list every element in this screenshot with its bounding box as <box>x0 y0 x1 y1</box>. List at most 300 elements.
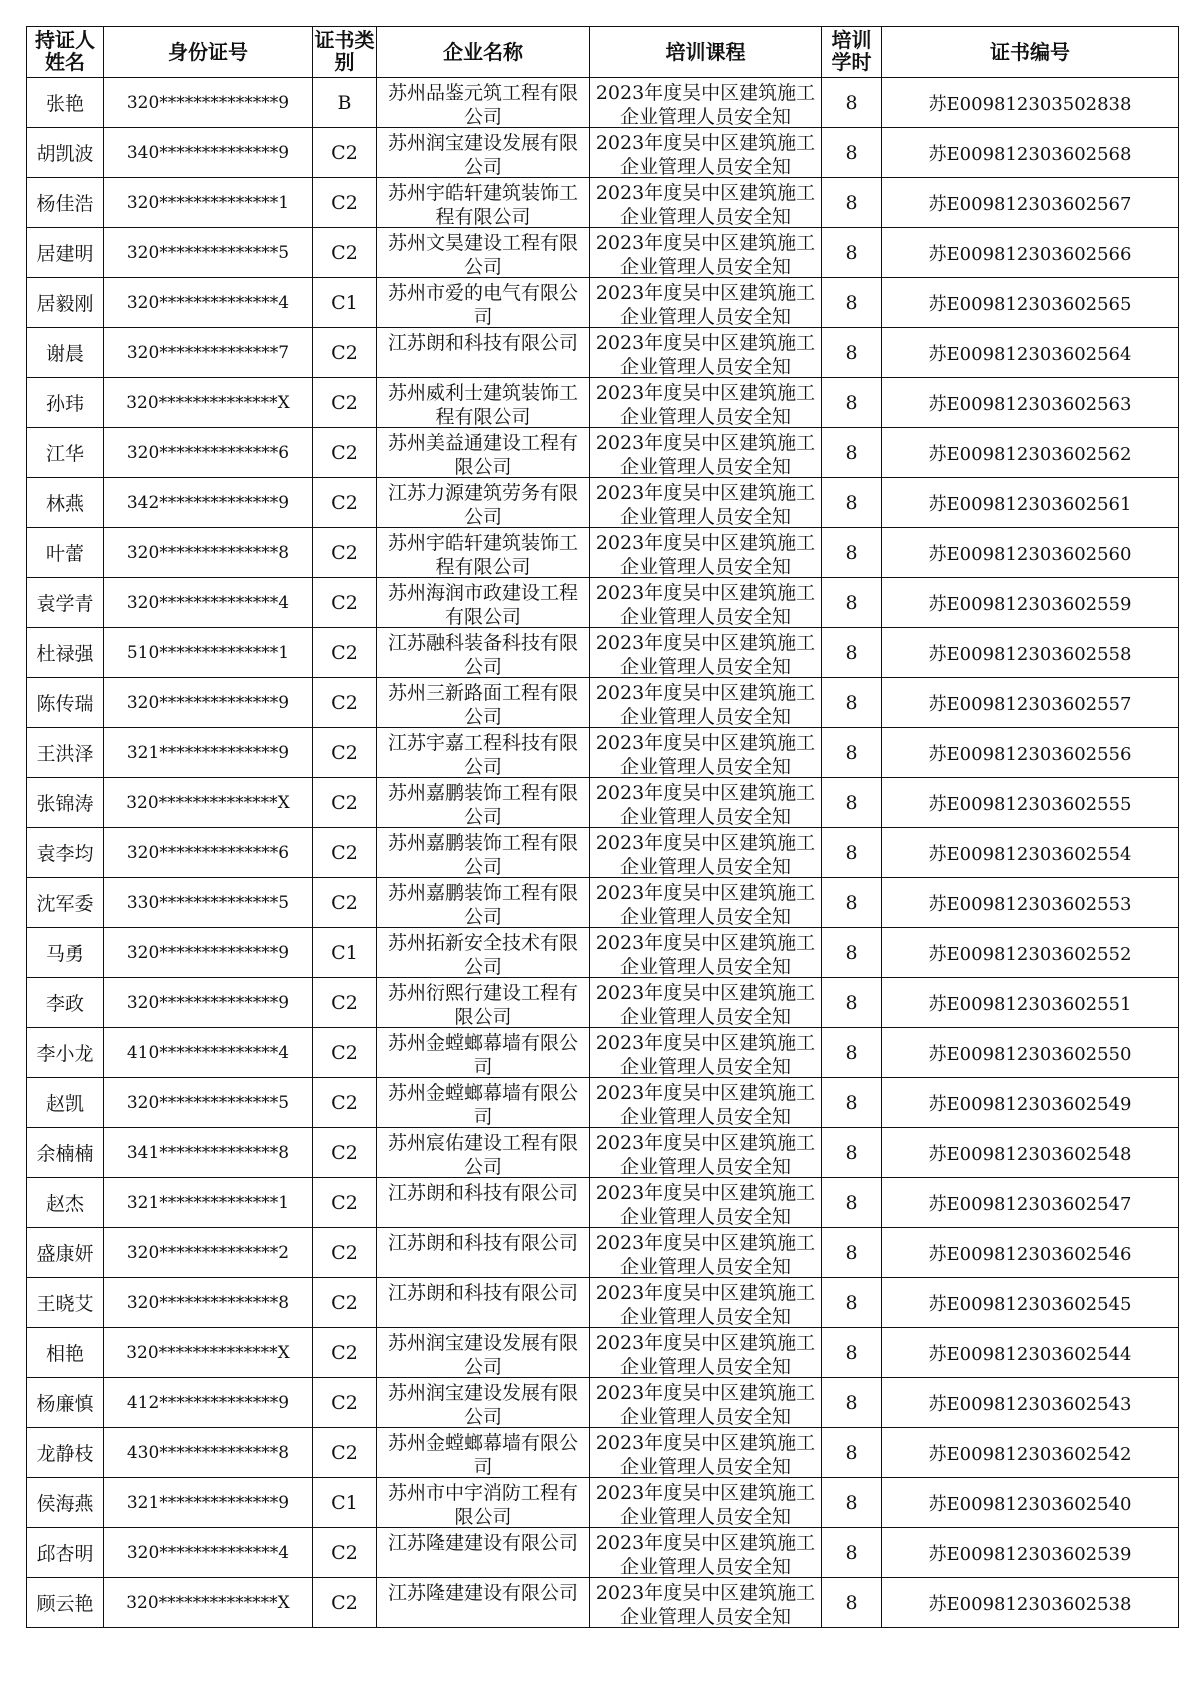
holder-name-cell: 赵凯 <box>27 1078 104 1128</box>
id-number-cell: 320**************4 <box>104 578 313 628</box>
training-hours-cell: 8 <box>822 1578 882 1628</box>
table-row <box>27 1228 1179 1278</box>
training-hours-cell: 8 <box>822 1228 882 1278</box>
company-name-cell-text: 江苏朗和科技有限公司 <box>387 332 578 354</box>
company-name-cell <box>377 378 590 428</box>
id-number-cell: 320**************7 <box>104 328 313 378</box>
training-hours-cell: 8 <box>822 478 882 528</box>
company-name-cell-text: 江苏隆建建设有限公司 <box>387 1532 578 1554</box>
table-row <box>27 928 1179 978</box>
company-name-cell-text: 苏州金螳螂幕墙有限公司 <box>387 1432 578 1476</box>
company-name-cell <box>377 428 590 478</box>
company-name-cell <box>377 328 590 378</box>
holder-name-cell: 余楠楠 <box>27 1128 104 1178</box>
holder-name-cell: 陈传瑞 <box>27 678 104 728</box>
holder-name-cell: 袁李均 <box>27 828 104 878</box>
id-number-cell: 320**************6 <box>104 428 313 478</box>
table-row <box>27 578 1179 628</box>
training-hours-cell: 8 <box>822 1278 882 1328</box>
training-course-cell <box>590 528 822 578</box>
company-name-cell <box>377 1328 590 1378</box>
cert-type-cell: C2 <box>313 328 377 378</box>
training-hours-cell: 8 <box>822 878 882 928</box>
training-course-cell <box>590 1078 822 1128</box>
company-name-cell <box>377 978 590 1028</box>
company-name-cell <box>377 1378 590 1428</box>
cert-number-cell: 苏E009812303602561 <box>882 478 1179 528</box>
header-cert-number: 证书编号 <box>882 27 1179 78</box>
company-name-cell <box>377 628 590 678</box>
cert-type-cell: C2 <box>313 1028 377 1078</box>
cert-number-cell: 苏E009812303602540 <box>882 1478 1179 1528</box>
cert-type-cell: C2 <box>313 1578 377 1628</box>
table-row <box>27 878 1179 928</box>
training-course-cell-text: 2023年度吴中区建筑施工企业管理人员安全知 <box>595 132 816 176</box>
training-course-cell-text: 2023年度吴中区建筑施工企业管理人员安全知 <box>595 982 816 1026</box>
company-name-cell <box>377 128 590 178</box>
training-course-cell-text: 2023年度吴中区建筑施工企业管理人员安全知 <box>595 632 816 676</box>
company-name-cell-text: 苏州市中宇消防工程有限公司 <box>387 1482 578 1526</box>
holder-name-cell: 王洪泽 <box>27 728 104 778</box>
training-hours-cell: 8 <box>822 578 882 628</box>
cert-number-cell: 苏E009812303602552 <box>882 928 1179 978</box>
table-row <box>27 1578 1179 1628</box>
table-row <box>27 1278 1179 1328</box>
training-course-cell <box>590 1528 822 1578</box>
id-number-cell: 320**************X <box>104 778 313 828</box>
table-row <box>27 378 1179 428</box>
cert-number-cell: 苏E009812303602547 <box>882 1178 1179 1228</box>
company-name-cell-text: 江苏融科装备科技有限公司 <box>387 632 578 676</box>
cert-number-cell: 苏E009812303602554 <box>882 828 1179 878</box>
id-number-cell: 321**************9 <box>104 728 313 778</box>
company-name-cell <box>377 1028 590 1078</box>
id-number-cell: 320**************6 <box>104 828 313 878</box>
cert-number-cell: 苏E009812303602556 <box>882 728 1179 778</box>
company-name-cell <box>377 478 590 528</box>
training-hours-cell: 8 <box>822 1078 882 1128</box>
training-course-cell-text: 2023年度吴中区建筑施工企业管理人员安全知 <box>595 1532 816 1576</box>
company-name-cell <box>377 528 590 578</box>
holder-name-cell: 盛康妍 <box>27 1228 104 1278</box>
training-course-cell-text: 2023年度吴中区建筑施工企业管理人员安全知 <box>595 1482 816 1526</box>
table-row <box>27 1378 1179 1428</box>
cert-number-cell: 苏E009812303602539 <box>882 1528 1179 1578</box>
holder-name-cell: 林燕 <box>27 478 104 528</box>
cert-number-cell: 苏E009812303602542 <box>882 1428 1179 1478</box>
training-course-cell <box>590 128 822 178</box>
company-name-cell-text: 江苏宇嘉工程科技有限公司 <box>387 732 578 776</box>
id-number-cell: 320**************8 <box>104 1278 313 1328</box>
training-hours-cell: 8 <box>822 1328 882 1378</box>
id-number-cell: 320**************X <box>104 378 313 428</box>
company-name-cell-text: 苏州三新路面工程有限公司 <box>387 682 578 726</box>
holder-name-cell: 孙玮 <box>27 378 104 428</box>
cert-type-cell: C2 <box>313 828 377 878</box>
cert-number-cell: 苏E009812303602548 <box>882 1128 1179 1178</box>
holder-name-cell: 龙静枝 <box>27 1428 104 1478</box>
id-number-cell: 320**************9 <box>104 678 313 728</box>
training-hours-cell: 8 <box>822 378 882 428</box>
cert-number-cell: 苏E009812303602560 <box>882 528 1179 578</box>
id-number-cell: 342**************9 <box>104 478 313 528</box>
training-hours-cell: 8 <box>822 1178 882 1228</box>
training-course-cell <box>590 928 822 978</box>
table-row <box>27 728 1179 778</box>
id-number-cell: 430**************8 <box>104 1428 313 1478</box>
training-course-cell <box>590 1278 822 1328</box>
id-number-cell: 320**************X <box>104 1578 313 1628</box>
id-number-cell: 340**************9 <box>104 128 313 178</box>
training-course-cell-text: 2023年度吴中区建筑施工企业管理人员安全知 <box>595 1182 816 1226</box>
cert-type-cell: C2 <box>313 1278 377 1328</box>
id-number-cell: 320**************X <box>104 1328 313 1378</box>
cert-type-cell: C2 <box>313 1378 377 1428</box>
company-name-cell-text: 苏州嘉鹏装饰工程有限公司 <box>387 882 578 926</box>
cert-number-cell: 苏E009812303502838 <box>882 78 1179 128</box>
id-number-cell: 320**************8 <box>104 528 313 578</box>
cert-number-cell: 苏E009812303602546 <box>882 1228 1179 1278</box>
cert-type-cell: C2 <box>313 978 377 1028</box>
company-name-cell-text: 苏州拓新安全技术有限公司 <box>387 932 578 976</box>
training-course-cell-text: 2023年度吴中区建筑施工企业管理人员安全知 <box>595 1232 816 1276</box>
training-hours-cell: 8 <box>822 778 882 828</box>
table-row <box>27 1328 1179 1378</box>
cert-type-cell: C2 <box>313 428 377 478</box>
cert-type-cell: C2 <box>313 1228 377 1278</box>
company-name-cell <box>377 878 590 928</box>
cert-number-cell: 苏E009812303602558 <box>882 628 1179 678</box>
training-hours-cell: 8 <box>822 1528 882 1578</box>
company-name-cell <box>377 78 590 128</box>
company-name-cell <box>377 1078 590 1128</box>
cert-type-cell: C2 <box>313 778 377 828</box>
holder-name-cell: 居毅刚 <box>27 278 104 328</box>
cert-type-cell: C2 <box>313 478 377 528</box>
training-hours-cell: 8 <box>822 528 882 578</box>
cert-number-cell: 苏E009812303602563 <box>882 378 1179 428</box>
training-hours-cell: 8 <box>822 1478 882 1528</box>
holder-name-cell: 李小龙 <box>27 1028 104 1078</box>
training-course-cell <box>590 1478 822 1528</box>
cert-type-cell: C2 <box>313 1428 377 1478</box>
company-name-cell-text: 江苏朗和科技有限公司 <box>387 1282 578 1304</box>
company-name-cell <box>377 678 590 728</box>
cert-type-cell: C2 <box>313 878 377 928</box>
company-name-cell-text: 苏州嘉鹏装饰工程有限公司 <box>387 782 578 826</box>
company-name-cell <box>377 178 590 228</box>
company-name-cell-text: 苏州润宝建设发展有限公司 <box>387 1382 578 1426</box>
training-course-cell-text: 2023年度吴中区建筑施工企业管理人员安全知 <box>595 382 816 426</box>
id-number-cell: 320**************4 <box>104 1528 313 1578</box>
training-course-cell-text: 2023年度吴中区建筑施工企业管理人员安全知 <box>595 682 816 726</box>
company-name-cell-text: 江苏隆建建设有限公司 <box>387 1582 578 1604</box>
training-course-cell <box>590 678 822 728</box>
header-row <box>27 27 1179 78</box>
training-course-cell <box>590 78 822 128</box>
company-name-cell <box>377 928 590 978</box>
company-name-cell-text: 江苏朗和科技有限公司 <box>387 1232 578 1254</box>
training-hours-cell: 8 <box>822 278 882 328</box>
training-hours-cell: 8 <box>822 628 882 678</box>
cert-number-cell: 苏E009812303602543 <box>882 1378 1179 1428</box>
id-number-cell: 320**************1 <box>104 178 313 228</box>
training-course-cell <box>590 328 822 378</box>
company-name-cell-text: 苏州美益通建设工程有限公司 <box>387 432 578 476</box>
training-hours-cell: 8 <box>822 128 882 178</box>
company-name-cell <box>377 1578 590 1628</box>
training-course-cell-text: 2023年度吴中区建筑施工企业管理人员安全知 <box>595 1032 816 1076</box>
training-course-cell <box>590 178 822 228</box>
company-name-cell <box>377 578 590 628</box>
table-row <box>27 328 1179 378</box>
cert-type-cell: C2 <box>313 678 377 728</box>
training-hours-cell: 8 <box>822 978 882 1028</box>
holder-name-cell: 张锦涛 <box>27 778 104 828</box>
company-name-cell-text: 苏州宇皓轩建筑装饰工程有限公司 <box>387 532 578 576</box>
training-hours-cell: 8 <box>822 428 882 478</box>
cert-number-cell: 苏E009812303602564 <box>882 328 1179 378</box>
holder-name-cell: 王晓艾 <box>27 1278 104 1328</box>
training-course-cell-text: 2023年度吴中区建筑施工企业管理人员安全知 <box>595 782 816 826</box>
cert-number-cell: 苏E009812303602550 <box>882 1028 1179 1078</box>
company-name-cell <box>377 1478 590 1528</box>
training-course-cell <box>590 628 822 678</box>
table-row <box>27 428 1179 478</box>
company-name-cell <box>377 1428 590 1478</box>
training-hours-cell: 8 <box>822 1428 882 1478</box>
cert-number-cell: 苏E009812303602549 <box>882 1078 1179 1128</box>
training-course-cell <box>590 878 822 928</box>
table-row <box>27 678 1179 728</box>
company-name-cell-text: 苏州宸佑建设工程有限公司 <box>387 1132 578 1176</box>
holder-name-cell: 相艳 <box>27 1328 104 1378</box>
training-course-cell <box>590 228 822 278</box>
header-company-name: 企业名称 <box>377 27 590 78</box>
id-number-cell: 320**************5 <box>104 228 313 278</box>
training-hours-cell: 8 <box>822 328 882 378</box>
holder-name-cell: 谢晨 <box>27 328 104 378</box>
company-name-cell-text: 苏州金螳螂幕墙有限公司 <box>387 1032 578 1076</box>
company-name-cell-text: 苏州品鉴元筑工程有限公司 <box>387 82 578 126</box>
table-row <box>27 828 1179 878</box>
holder-name-cell: 叶蕾 <box>27 528 104 578</box>
company-name-cell-text: 苏州嘉鹏装饰工程有限公司 <box>387 832 578 876</box>
company-name-cell-text: 苏州金螳螂幕墙有限公司 <box>387 1082 578 1126</box>
training-course-cell <box>590 1378 822 1428</box>
training-course-cell-text: 2023年度吴中区建筑施工企业管理人员安全知 <box>595 1132 816 1176</box>
cert-type-cell: C2 <box>313 378 377 428</box>
training-course-cell <box>590 428 822 478</box>
training-hours-cell: 8 <box>822 678 882 728</box>
training-hours-cell: 8 <box>822 1378 882 1428</box>
table-row <box>27 528 1179 578</box>
training-course-cell <box>590 478 822 528</box>
table-row <box>27 478 1179 528</box>
training-course-cell-text: 2023年度吴中区建筑施工企业管理人员安全知 <box>595 282 816 326</box>
holder-name-cell: 马勇 <box>27 928 104 978</box>
training-course-cell-text: 2023年度吴中区建筑施工企业管理人员安全知 <box>595 532 816 576</box>
training-course-cell-text: 2023年度吴中区建筑施工企业管理人员安全知 <box>595 1432 816 1476</box>
training-course-cell-text: 2023年度吴中区建筑施工企业管理人员安全知 <box>595 182 816 226</box>
cert-number-cell: 苏E009812303602553 <box>882 878 1179 928</box>
training-course-cell-text: 2023年度吴中区建筑施工企业管理人员安全知 <box>595 732 816 776</box>
cert-type-cell: C2 <box>313 228 377 278</box>
training-course-cell <box>590 828 822 878</box>
id-number-cell: 321**************1 <box>104 1178 313 1228</box>
cert-type-cell: C2 <box>313 178 377 228</box>
cert-type-cell: B <box>313 78 377 128</box>
table-row <box>27 778 1179 828</box>
cert-number-cell: 苏E009812303602544 <box>882 1328 1179 1378</box>
cert-type-cell: C1 <box>313 1478 377 1528</box>
training-course-cell-text: 2023年度吴中区建筑施工企业管理人员安全知 <box>595 582 816 626</box>
holder-name-cell: 居建明 <box>27 228 104 278</box>
company-name-cell <box>377 828 590 878</box>
header-cert-type: 证书类别 <box>313 27 377 78</box>
cert-type-cell: C1 <box>313 278 377 328</box>
id-number-cell: 320**************9 <box>104 978 313 1028</box>
training-course-cell-text: 2023年度吴中区建筑施工企业管理人员安全知 <box>595 332 816 376</box>
holder-name-cell: 邱杏明 <box>27 1528 104 1578</box>
cert-type-cell: C2 <box>313 728 377 778</box>
cert-number-cell: 苏E009812303602557 <box>882 678 1179 728</box>
id-number-cell: 321**************9 <box>104 1478 313 1528</box>
training-course-cell-text: 2023年度吴中区建筑施工企业管理人员安全知 <box>595 932 816 976</box>
cert-number-cell: 苏E009812303602562 <box>882 428 1179 478</box>
cert-type-cell: C2 <box>313 1328 377 1378</box>
holder-name-cell: 顾云艳 <box>27 1578 104 1628</box>
company-name-cell <box>377 728 590 778</box>
cert-number-cell: 苏E009812303602551 <box>882 978 1179 1028</box>
cert-number-cell: 苏E009812303602565 <box>882 278 1179 328</box>
cert-number-cell: 苏E009812303602568 <box>882 128 1179 178</box>
company-name-cell-text: 苏州衍熙行建设工程有限公司 <box>387 982 578 1026</box>
training-course-cell <box>590 1028 822 1078</box>
cert-type-cell: C2 <box>313 528 377 578</box>
training-hours-cell: 8 <box>822 1128 882 1178</box>
company-name-cell <box>377 778 590 828</box>
table-row <box>27 228 1179 278</box>
holder-name-cell: 杨廉慎 <box>27 1378 104 1428</box>
table-row <box>27 178 1179 228</box>
cert-type-cell: C1 <box>313 928 377 978</box>
training-hours-cell: 8 <box>822 1028 882 1078</box>
table-row <box>27 128 1179 178</box>
table-row <box>27 278 1179 328</box>
table-row <box>27 1428 1179 1478</box>
header-holder-name: 持证人姓名 <box>27 27 104 78</box>
training-hours-cell: 8 <box>822 728 882 778</box>
training-course-cell-text: 2023年度吴中区建筑施工企业管理人员安全知 <box>595 832 816 876</box>
training-course-cell-text: 2023年度吴中区建筑施工企业管理人员安全知 <box>595 82 816 126</box>
holder-name-cell: 袁学青 <box>27 578 104 628</box>
training-course-cell <box>590 1128 822 1178</box>
company-name-cell <box>377 1128 590 1178</box>
training-course-cell <box>590 578 822 628</box>
training-course-cell <box>590 728 822 778</box>
training-hours-cell: 8 <box>822 828 882 878</box>
holder-name-cell: 江华 <box>27 428 104 478</box>
cert-type-cell: C2 <box>313 628 377 678</box>
company-name-cell-text: 苏州市爱的电气有限公司 <box>387 282 578 326</box>
id-number-cell: 320**************9 <box>104 928 313 978</box>
id-number-cell: 320**************5 <box>104 1078 313 1128</box>
training-course-cell-text: 2023年度吴中区建筑施工企业管理人员安全知 <box>595 1582 816 1626</box>
holder-name-cell: 胡凯波 <box>27 128 104 178</box>
id-number-cell: 320**************2 <box>104 1228 313 1278</box>
table-body <box>27 78 1179 1628</box>
table-row <box>27 1478 1179 1528</box>
header-training-hours: 培训学时 <box>822 27 882 78</box>
company-name-cell <box>377 1178 590 1228</box>
cert-number-cell: 苏E009812303602559 <box>882 578 1179 628</box>
company-name-cell-text: 苏州润宝建设发展有限公司 <box>387 1332 578 1376</box>
cert-type-cell: C2 <box>313 1128 377 1178</box>
company-name-cell <box>377 1278 590 1328</box>
table-row <box>27 1528 1179 1578</box>
id-number-cell: 320**************9 <box>104 78 313 128</box>
training-course-cell-text: 2023年度吴中区建筑施工企业管理人员安全知 <box>595 1282 816 1326</box>
holder-name-cell: 沈军委 <box>27 878 104 928</box>
id-number-cell: 320**************4 <box>104 278 313 328</box>
company-name-cell-text: 江苏力源建筑劳务有限公司 <box>387 482 578 526</box>
company-name-cell-text: 苏州润宝建设发展有限公司 <box>387 132 578 176</box>
training-course-cell <box>590 1228 822 1278</box>
training-course-cell <box>590 1428 822 1478</box>
training-course-cell <box>590 1578 822 1628</box>
table-row <box>27 1078 1179 1128</box>
training-course-cell-text: 2023年度吴中区建筑施工企业管理人员安全知 <box>595 432 816 476</box>
company-name-cell <box>377 1228 590 1278</box>
training-course-cell <box>590 378 822 428</box>
training-course-cell <box>590 1328 822 1378</box>
training-course-cell-text: 2023年度吴中区建筑施工企业管理人员安全知 <box>595 1082 816 1126</box>
table-row <box>27 628 1179 678</box>
training-course-cell <box>590 1178 822 1228</box>
training-hours-cell: 8 <box>822 178 882 228</box>
id-number-cell: 412**************9 <box>104 1378 313 1428</box>
training-hours-cell: 8 <box>822 78 882 128</box>
cert-number-cell: 苏E009812303602545 <box>882 1278 1179 1328</box>
table-row <box>27 1178 1179 1228</box>
id-number-cell: 410**************4 <box>104 1028 313 1078</box>
table-row <box>27 978 1179 1028</box>
cert-number-cell: 苏E009812303602538 <box>882 1578 1179 1628</box>
training-hours-cell: 8 <box>822 228 882 278</box>
company-name-cell <box>377 278 590 328</box>
table-row <box>27 1028 1179 1078</box>
cert-type-cell: C2 <box>313 1078 377 1128</box>
holder-name-cell: 侯海燕 <box>27 1478 104 1528</box>
cert-number-cell: 苏E009812303602567 <box>882 178 1179 228</box>
cert-type-cell: C2 <box>313 578 377 628</box>
table-row <box>27 78 1179 128</box>
id-number-cell: 341**************8 <box>104 1128 313 1178</box>
training-course-cell <box>590 978 822 1028</box>
header-training-course: 培训课程 <box>590 27 822 78</box>
cert-number-cell: 苏E009812303602566 <box>882 228 1179 278</box>
company-name-cell-text: 苏州宇皓轩建筑装饰工程有限公司 <box>387 182 578 226</box>
training-course-cell <box>590 778 822 828</box>
company-name-cell-text: 苏州海润市政建设工程有限公司 <box>387 582 578 626</box>
table-row <box>27 1128 1179 1178</box>
company-name-cell-text: 苏州威利士建筑装饰工程有限公司 <box>387 382 578 426</box>
training-course-cell-text: 2023年度吴中区建筑施工企业管理人员安全知 <box>595 1332 816 1376</box>
training-course-cell-text: 2023年度吴中区建筑施工企业管理人员安全知 <box>595 482 816 526</box>
id-number-cell: 330**************5 <box>104 878 313 928</box>
cert-type-cell: C2 <box>313 1528 377 1578</box>
